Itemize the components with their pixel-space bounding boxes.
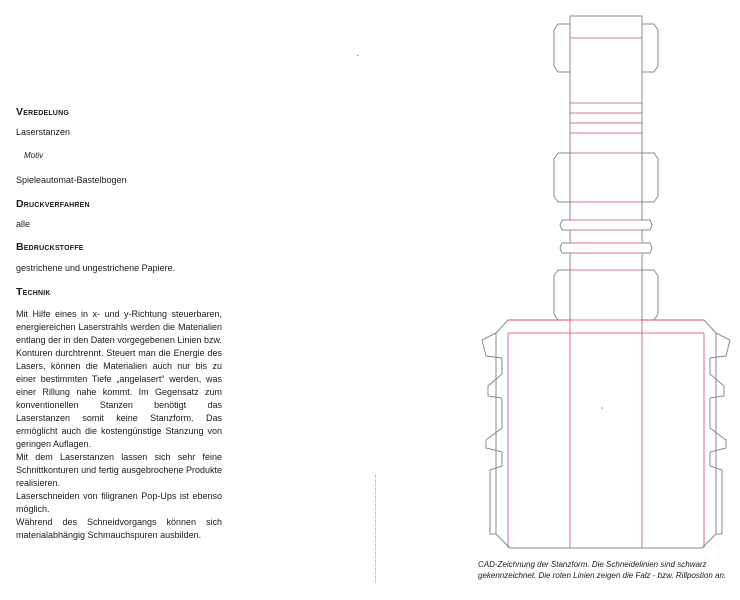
cut-mid-flap-right <box>642 153 658 202</box>
cut-right-tab-2 <box>710 398 726 452</box>
value-motiv: Spieleautomat-Bastelbogen <box>16 175 127 185</box>
value-druckverfahren: alle <box>16 219 31 229</box>
drawing-caption: CAD-Zeichnung der Stanzform. Die Schneidelinien sind schwarz gekennzeichnet. Die roten Linien zeigen die Falz - bzw. Rillpostion an. <box>478 560 727 580</box>
fold-lines <box>508 38 704 548</box>
technik-paragraph: Laserschneiden von filigranen Pop-Ups ist ebenso möglich. <box>16 491 222 514</box>
label-motiv: Motiv <box>24 151 44 160</box>
die-cut-drawing <box>478 8 734 556</box>
page-fold-line <box>375 475 377 583</box>
technik-paragraph: Während des Schneidvorgangs können sich materialabhängig Schmauchspuren ausbilden. <box>16 517 222 540</box>
cut-low-flap-left <box>554 270 570 320</box>
page-mark: · <box>356 50 360 61</box>
cut-left-tab-2 <box>486 398 502 452</box>
cut-low-flap-right <box>642 270 658 320</box>
cut-mid-flap-left <box>554 153 570 202</box>
value-bedruckstoffe: gestrichene und ungestrichene Papiere. <box>16 263 176 273</box>
cut-body-outline <box>496 320 716 548</box>
heading-veredelung: Veredelung <box>16 106 69 118</box>
cut-top-flap-left <box>554 24 570 72</box>
cut-top-cap <box>570 16 642 38</box>
cut-right-tab-1 <box>710 333 730 398</box>
cut-left-tab-1 <box>482 333 502 398</box>
technik-paragraph: Mit dem Laserstanzen lassen sich sehr feine Schnittkonturen und fertig ausgebrochene Produkte realisieren. <box>16 452 222 488</box>
value-veredelung: Laserstanzen <box>16 127 71 137</box>
cut-top-flap-right <box>642 24 658 72</box>
heading-bedruckstoffe: Bedruckstoffe <box>16 241 84 253</box>
heading-druckverfahren: Druckverfahren <box>16 198 90 210</box>
technik-text <box>16 308 222 542</box>
heading-technik: Technik <box>16 286 51 298</box>
cut-lines <box>482 16 730 548</box>
technik-paragraph: Mit Hilfe eines in x- und y-Richtung steuerbaren, energiereichen Laserstrahls werden die Materialien entlang der in den Daten vorgegebenen Linien bzw. Konturen durchtrennt. Steuert man die Energie des Lasers, können die Materialien auch nur bis zu einer bestimmten Tiefe „angelasert“ werden, was einer Rillung nahe kommt. Im Gegensatz zum konventionellen Stanzen benötigt das Laserstanzen somit keine Stanzform. Das ermöglicht auch die kostengünstige Stanzung von geringen Auflagen. <box>16 309 222 449</box>
